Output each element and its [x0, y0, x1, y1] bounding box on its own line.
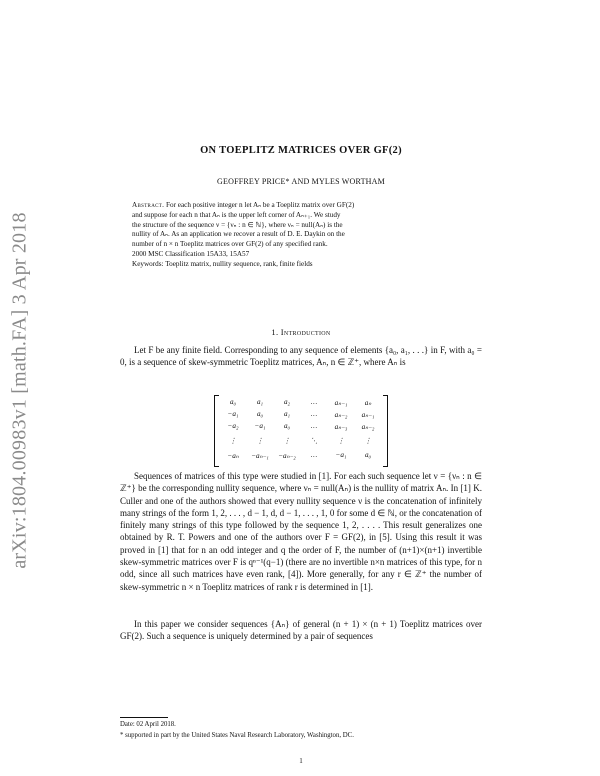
matrix-row: [214, 410, 388, 422]
matrix-cell: a₂: [283, 398, 291, 406]
matrix-cell: ⋮: [364, 437, 372, 445]
paragraph-3: In this paper we consider sequences {Aₙ} of general (n + 1) × (n + 1) Toeplitz matrices over GF(2). Such a sequence is uniquely determined by a pair of sequences: [120, 619, 482, 642]
matrix-cell: −aₙ: [227, 452, 239, 460]
matrix-cell: aₙ: [364, 399, 372, 407]
matrix-cell: −a₁: [227, 410, 239, 418]
matrix-cell: …: [310, 398, 318, 406]
page-number: 1: [299, 757, 303, 765]
abstract-line-2: and suppose for each n that Aₙ is the upper left corner of Aₙ₊₁. We study: [132, 210, 341, 219]
abstract-label: Abstract.: [132, 201, 165, 209]
matrix-row: [214, 436, 388, 448]
matrix-cell: ⋮: [229, 437, 237, 445]
paper-title: ON TOEPLITZ MATRICES OVER GF(2): [200, 145, 402, 156]
matrix-cell: aₙ₋₁: [361, 411, 375, 419]
matrix-cell: a₀: [364, 451, 372, 459]
matrix-cell: aₙ₋₂: [361, 423, 375, 431]
paper-authors: GEOFFREY PRICE* AND MYLES WORTHAM: [217, 177, 385, 186]
matrix-cell: ⋮: [283, 437, 291, 445]
matrix-cell: a₀: [256, 410, 264, 418]
footnote-support: * supported in part by the United States Naval Research Laboratory, Washington, DC.: [120, 732, 354, 739]
matrix-cell: a₁: [256, 398, 264, 406]
abstract-line-4: nullity of Aₙ. As an application we recover a result of D. E. Daykin on the: [132, 230, 345, 239]
msc-classification: 2000 MSC Classification 15A33, 15A57: [132, 249, 250, 258]
matrix-cell: aₙ₋₂: [334, 411, 348, 419]
abstract: [132, 201, 468, 270]
keywords: Keywords: Toeplitz matrix, nullity sequence, rank, finite fields: [132, 259, 313, 268]
toeplitz-matrix: [214, 395, 388, 467]
matrix-cell: a₀: [229, 398, 237, 406]
paragraph-1: Let F be any finite field. Corresponding to any sequence of elements {a₀, a₁, . . .} in F, with a₀ = 0, is a sequence of skew-symmetric Toeplitz matrices, Aₙ, n ∈ ℤ⁺, where Aₙ is: [120, 345, 482, 368]
matrix-cell: a₀: [283, 422, 291, 430]
matrix-cell: −a₁: [335, 451, 347, 459]
section-heading: 1. Introduction: [271, 327, 331, 337]
matrix-cell: aₙ₋₁: [334, 399, 348, 407]
abstract-line-3: the structure of the sequence ν = {νₙ : n ∈ ℕ}, where νₙ = null(Aₙ) is the: [132, 220, 343, 229]
matrix-cell: aₙ₋₃: [334, 423, 348, 431]
paragraph-2: Sequences of matrices of this type were studied in [1]. For each such sequence let ν = {νₙ : n ∈ ℤ⁺} be the corresponding nullity sequence, where νₙ = null(Aₙ) is the nullity of matrix Aₙ. In [1] K. Culler and one of the authors showed that every nullity sequence ν is the concatenation of infinitely many strings of the form 1, 2, . . . , d − 1, d, d − 1, . . . , 1, 0 for some d ∈ ℕ, or the concatenation of finitely many strings of this type followed by the sequence 1, 2, . . . . This result generalizes one obtained by R. T. Powers and one of the authors over F = GF(2), in [5]. Using this result it was proved in [1] that for n an odd integer and q the order of F, the number of (n+1)×(n+1) invertible skew-symmetric matrices over F is qⁿ⁻¹(q−1) (there are no invertible n×n matrices of this type, for n odd, since all such matrices have even rank, [4]). More generally, for any r ∈ ℤ⁺ the number of skew-symmetric n × n Toeplitz matrices of rank r is determined in [1].: [120, 471, 482, 592]
footnote-rule: [120, 717, 168, 718]
matrix-row: [214, 398, 388, 410]
arxiv-stamp-text: arXiv:1804.00983v1 [math.FA] 3 Apr 2018: [8, 211, 31, 569]
abstract-text: For each positive integer n let Aₙ be a Toeplitz matrix over GF(2): [166, 201, 355, 209]
matrix-cell: ⋱: [310, 437, 318, 445]
abstract-line-5: number of n × n Toeplitz matrices over GF(2) of any specified rank.: [132, 240, 328, 249]
matrix-cell: ⋮: [256, 437, 264, 445]
matrix-row: [214, 451, 388, 463]
arxiv-stamp: [4, 180, 36, 600]
matrix-row: [214, 422, 388, 434]
matrix-cell: …: [310, 410, 318, 418]
matrix-cell: −a₂: [227, 422, 239, 430]
footnote-date: Date: 02 April 2018.: [120, 721, 176, 728]
matrix-cell: −a₁: [254, 422, 266, 430]
abstract-line-1: [132, 201, 468, 211]
matrix-cell: ⋮: [337, 437, 345, 445]
matrix-cell: a₁: [283, 410, 291, 418]
matrix-cell: −aₙ₋₁: [251, 452, 269, 460]
matrix-cell: …: [310, 422, 318, 430]
matrix-cell: …: [310, 451, 318, 459]
matrix-cell: −aₙ₋₂: [278, 452, 296, 460]
